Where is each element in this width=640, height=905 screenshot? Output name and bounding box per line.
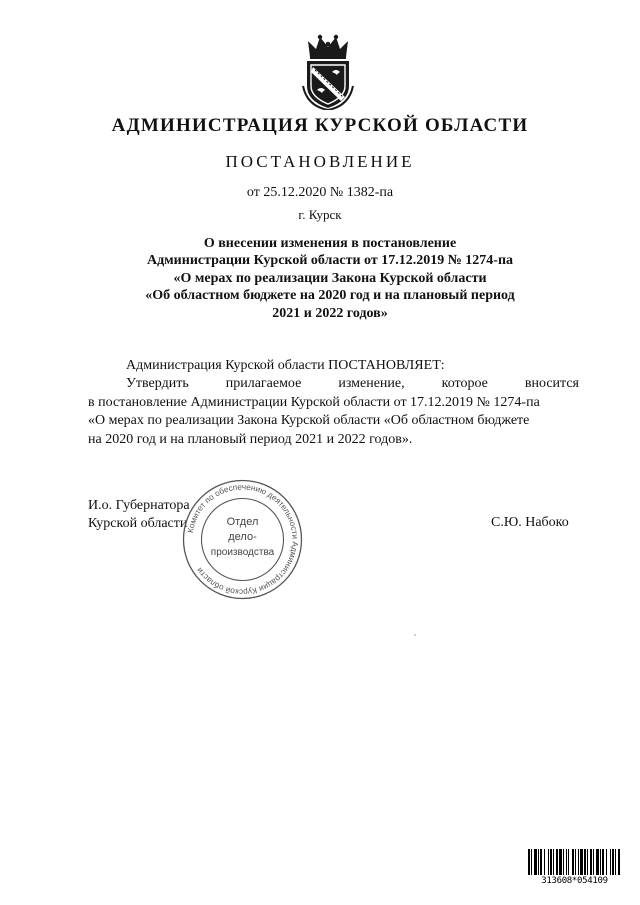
stamp-inner-line: производства bbox=[210, 547, 275, 558]
barcode-bar bbox=[610, 849, 611, 875]
subject-line: О внесении изменения в постановление bbox=[203, 236, 457, 251]
subject-line: «О мерах по реализации Закона Курской области bbox=[173, 270, 487, 286]
document-body bbox=[88, 357, 579, 449]
barcode-bar bbox=[531, 849, 532, 875]
body-first-line bbox=[88, 375, 579, 393]
barcode-bar bbox=[538, 849, 539, 875]
barcode-bar bbox=[550, 849, 552, 875]
signatory-position-line: И.о. Губернатора bbox=[88, 498, 190, 513]
body-word: которое bbox=[441, 376, 488, 392]
barcode-bar bbox=[602, 849, 604, 875]
body-line: в постановление Администрации Курской области от 17.12.2019 № 1274-па bbox=[88, 394, 540, 410]
subject-line: Администрации Курской области от 17.12.2019 № 1274-па bbox=[146, 253, 514, 269]
body-word: прилагаемое bbox=[225, 376, 302, 392]
document-date-number: от 25.12.2020 № 1382-па bbox=[246, 185, 394, 200]
body-word: вносится bbox=[524, 376, 579, 392]
barcode-bar bbox=[584, 849, 586, 875]
barcode-bar bbox=[575, 849, 576, 875]
document-city: г. Курск bbox=[298, 207, 342, 222]
organization-title: АДМИНИСТРАЦИЯ КУРСКОЙ ОБЛАСТИ bbox=[111, 115, 529, 136]
barcode-bar bbox=[590, 849, 592, 875]
body-line: на 2020 год и на плановый период 2021 и 2022 годов». bbox=[88, 431, 413, 447]
barcode-bar bbox=[566, 849, 567, 875]
barcode-bar bbox=[593, 849, 594, 875]
barcode-bar bbox=[606, 849, 607, 875]
subject-line: 2021 и 2022 годов» bbox=[272, 305, 388, 321]
document-type: ПОСТАНОВЛЕНИЕ bbox=[225, 152, 415, 171]
signatory-position bbox=[88, 497, 190, 534]
body-preamble: Администрация Курской области ПОСТАНОВЛЯЕТ: bbox=[126, 358, 445, 373]
barcode-bar bbox=[540, 849, 542, 875]
barcode-bar bbox=[534, 849, 537, 875]
barcode-bar bbox=[548, 849, 549, 875]
stamp-outer-text-path: Комитет по обеспечению деятельности Администрации Курской области bbox=[185, 482, 300, 597]
stamp-inner-line: дело- bbox=[228, 531, 257, 543]
barcode-bar bbox=[587, 849, 588, 875]
body-line: «О мерах по реализации Закона Курской области «Об областном бюджете bbox=[88, 413, 530, 429]
barcode-bar bbox=[572, 849, 574, 875]
barcode-bar bbox=[563, 849, 564, 875]
office-stamp-icon bbox=[181, 478, 304, 601]
barcode-bar bbox=[618, 849, 620, 875]
barcode-bar bbox=[544, 849, 545, 875]
barcode-bar bbox=[559, 849, 562, 875]
document-barcode bbox=[528, 849, 621, 887]
barcode-bar bbox=[568, 849, 569, 875]
stamp-inner-line: Отдел bbox=[226, 516, 259, 528]
coat-of-arms-icon bbox=[299, 34, 357, 110]
subject-line: «Об областном бюджете на 2020 год и на плановый период bbox=[145, 288, 515, 304]
signatory-position-line: Курской области bbox=[88, 516, 188, 532]
barcode-bar bbox=[612, 849, 614, 875]
signatory-name: С.Ю. Набоко bbox=[491, 515, 569, 530]
scan-speck bbox=[414, 634, 416, 636]
body-word: изменение, bbox=[338, 376, 405, 392]
barcode-bar bbox=[578, 849, 579, 875]
barcode-bar bbox=[556, 849, 558, 875]
barcode-bar bbox=[528, 849, 530, 875]
barcode-bar bbox=[600, 849, 601, 875]
barcode-bar bbox=[553, 849, 554, 875]
barcode-bar bbox=[580, 849, 583, 875]
barcode-number: 313608*054109 bbox=[528, 875, 621, 887]
barcode-bar bbox=[615, 849, 616, 875]
barcode-icon bbox=[528, 849, 621, 875]
document-subject bbox=[60, 235, 600, 322]
body-word: Утвердить bbox=[126, 376, 189, 392]
barcode-bar bbox=[596, 849, 599, 875]
